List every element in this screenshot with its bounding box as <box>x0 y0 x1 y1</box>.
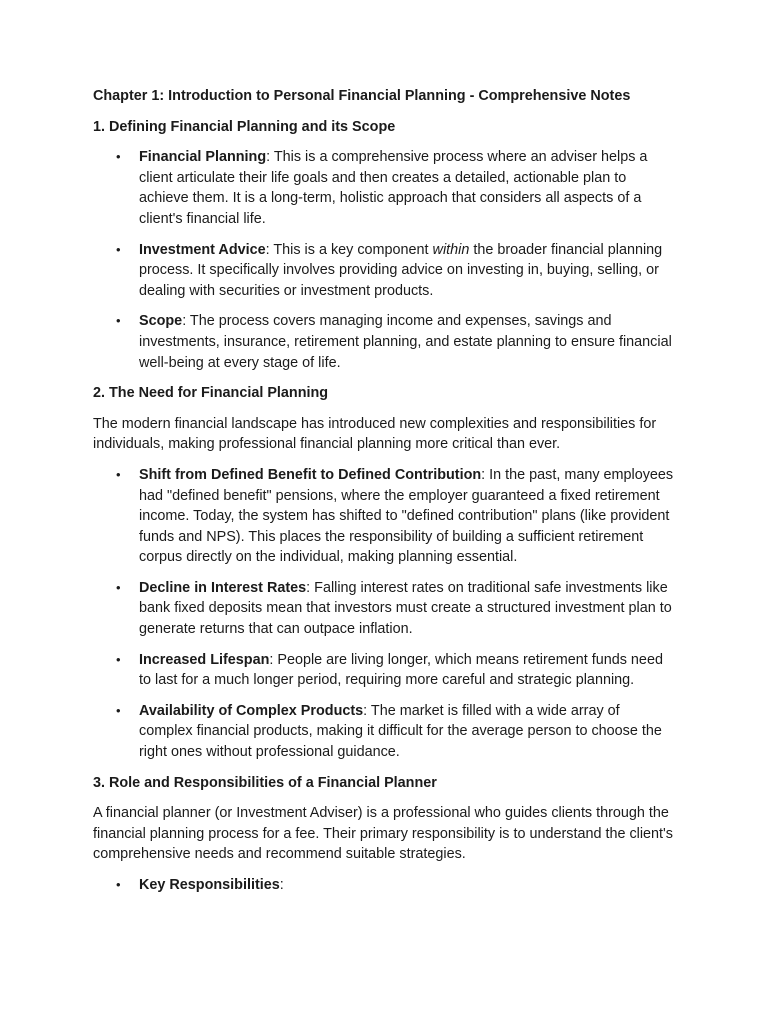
list-item <box>93 578 676 640</box>
item-term: Decline in Interest Rates <box>139 579 307 596</box>
item-text: : The process covers managing income and expenses, savings and investments, insurance, retirement planning, and estate planning to ensure financial well-being at every stage of life. <box>139 313 672 371</box>
item-term: Investment Advice <box>139 241 266 258</box>
section-3-heading: 3. Role and Responsibilities of a Financial Planner <box>93 774 437 791</box>
item-term: Shift from Defined Benefit to Defined Contribution <box>139 466 482 483</box>
list-item <box>93 465 676 568</box>
section-2-intro: The modern financial landscape has introduced new complexities and responsibilities for individuals, making professional financial planning more critical than ever. <box>93 415 657 453</box>
item-text: : In the past, many employees had "defined benefit" pensions, where the employer guaranteed a fixed retirement income. Today, the system has shifted to "defined contribution" plans (like provident funds and NPS). This places the responsibility of building a sufficient retirement corpus directly on the individual, making planning essential. <box>139 466 674 566</box>
item-text: the broader financial planning process. It specifically involves providing advice on investing in, buying, selling, or dealing with securities or investment products. <box>139 241 663 299</box>
list-item <box>93 650 676 691</box>
list-item <box>93 875 676 896</box>
section-1-heading: 1. Defining Financial Planning and its Scope <box>93 118 396 135</box>
list-item <box>93 240 676 302</box>
item-text: : The market is filled with a wide array of complex financial products, making it difficult for the average person to choose the right ones without professional guidance. <box>139 702 662 761</box>
item-term: Increased Lifespan <box>139 651 270 668</box>
bullet-icon: • <box>116 149 121 165</box>
bullet-icon: • <box>116 466 121 482</box>
bullet-icon: • <box>116 241 121 257</box>
section-1-list <box>93 147 676 373</box>
item-text: : <box>279 877 284 893</box>
item-text: : People are living longer, which means retirement funds need to last for a much longer period, requiring more careful and strategic planning. <box>139 651 663 689</box>
item-term: Scope <box>139 313 183 330</box>
bullet-icon: • <box>116 877 121 892</box>
item-text: : This is a comprehensive process where an adviser helps a client articulate their life goals and then creates a detailed, actionable plan to achieve them. It is a long-term, holistic approach that considers all aspects of a client's financial life. <box>139 149 648 227</box>
item-term: Availability of Complex Products <box>139 702 364 719</box>
section-2-heading: 2. The Need for Financial Planning <box>93 385 329 402</box>
item-emphasis: within <box>432 241 470 258</box>
list-item <box>93 701 676 763</box>
item-term: Key Responsibilities <box>139 877 280 893</box>
item-term: Financial Planning <box>139 149 267 166</box>
bullet-icon: • <box>116 579 121 595</box>
list-item <box>93 311 676 373</box>
item-text: : This is a key component <box>265 241 433 258</box>
list-item <box>93 147 676 229</box>
page-title: Chapter 1: Introduction to Personal Financial Planning - Comprehensive Notes <box>93 88 631 104</box>
section-3-intro: A financial planner (or Investment Adviser) is a professional who guides clients through the financial planning process for a fee. Their primary responsibility is to understand the client's comprehensive needs and recommend suitable strategies. <box>93 805 674 863</box>
bullet-icon: • <box>116 313 121 329</box>
section-2-list <box>93 465 676 763</box>
bullet-icon: • <box>116 651 121 667</box>
bullet-icon: • <box>116 702 121 718</box>
item-text: : Falling interest rates on traditional safe investments like bank fixed deposits mean that investors must create a structured investment plan to generate returns that can outpace inflation. <box>139 579 672 638</box>
section-3-list <box>93 875 676 896</box>
